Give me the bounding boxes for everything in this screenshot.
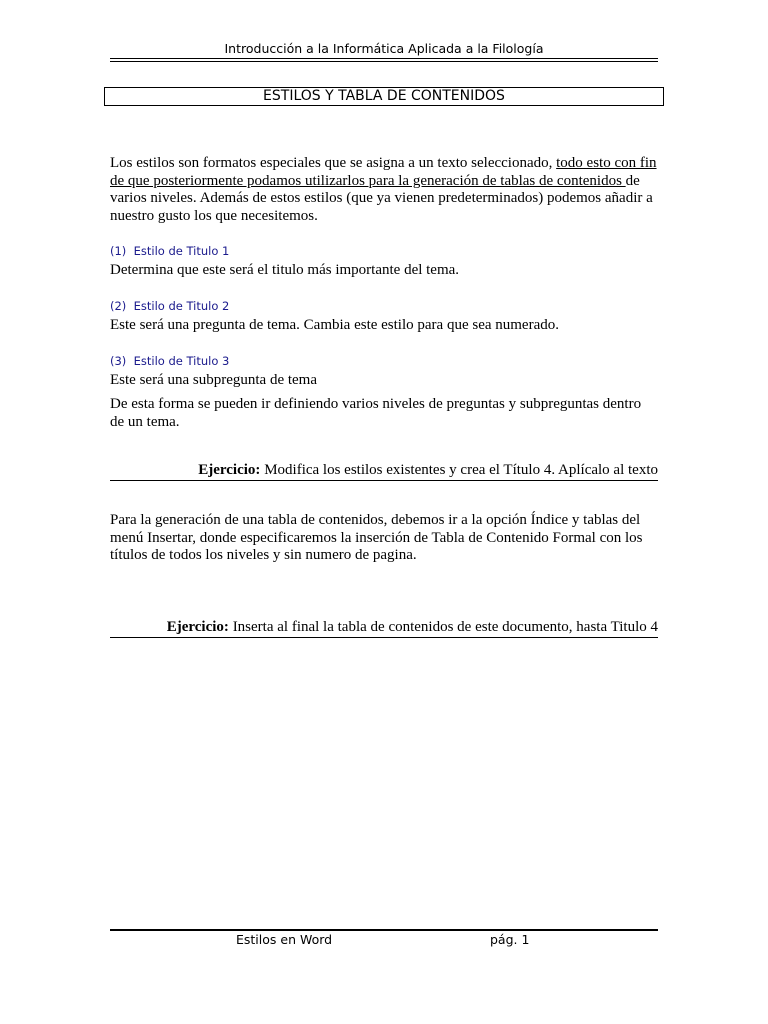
heading-number: (3) (110, 354, 127, 368)
exercise-2 (110, 618, 658, 638)
exercise-1 (110, 461, 658, 481)
intro-text-part2: de varios niveles. Además de estos estilos (que ya vienen predeterminados) podemos añadir a nuestro gusto los que necesitemos. (110, 172, 653, 224)
intro-paragraph (110, 155, 658, 225)
page-number: pág. 1 (490, 932, 530, 947)
heading-number: (1) (110, 244, 127, 258)
heading-style-2 (110, 299, 658, 313)
style-2-description: Este será una pregunta de tema. Cambia este estilo para que sea numerado. (110, 317, 559, 333)
document-title: ESTILOS Y TABLA DE CONTENIDOS (104, 87, 664, 106)
intro-text-part1: Los estilos son formatos especiales que se asigna a un texto seleccionado, (110, 155, 557, 171)
heading-label: Estilo de Titulo 2 (133, 299, 230, 313)
footer-divider (110, 929, 658, 931)
exercise-text: Inserta al final la tabla de contenidos de este documento, hasta Titulo 4 (228, 619, 658, 635)
footer-title: Estilos en Word (236, 932, 333, 947)
exercise-label: Ejercicio: (166, 619, 229, 635)
toc-paragraph: Para la generación de una tabla de contenidos, debemos ir a la opción Índice y tablas del menú Insertar, donde especificaremos la inserción de Tabla de Contenido Formal con los títulos de todos los niveles y sin numero de pagina. (110, 512, 643, 563)
style-3-description: Este será una subpregunta de tema (110, 372, 318, 388)
heading-style-3 (110, 354, 658, 368)
levels-paragraph: De esta forma se pueden ir definiendo varios niveles de preguntas y subpreguntas dentro de un tema. (110, 396, 642, 430)
intro-text-underlined: todo esto con fin de que posteriormente podamos utilizarlos para la generación de tablas de contenidos (110, 155, 657, 189)
heading-number: (2) (110, 299, 127, 313)
style-1-description: Determina que este será el titulo más importante del tema. (110, 262, 460, 278)
heading-style-1 (110, 244, 658, 258)
exercise-label: Ejercicio: (198, 462, 261, 478)
heading-label: Estilo de Titulo 3 (133, 354, 230, 368)
header-divider (110, 58, 658, 62)
page-header: Introducción a la Informática Aplicada a la Filología (224, 41, 544, 56)
heading-label: Estilo de Titulo 1 (133, 244, 230, 258)
exercise-text: Modifica los estilos existentes y crea el Título 4. Aplícalo al texto (260, 462, 658, 478)
